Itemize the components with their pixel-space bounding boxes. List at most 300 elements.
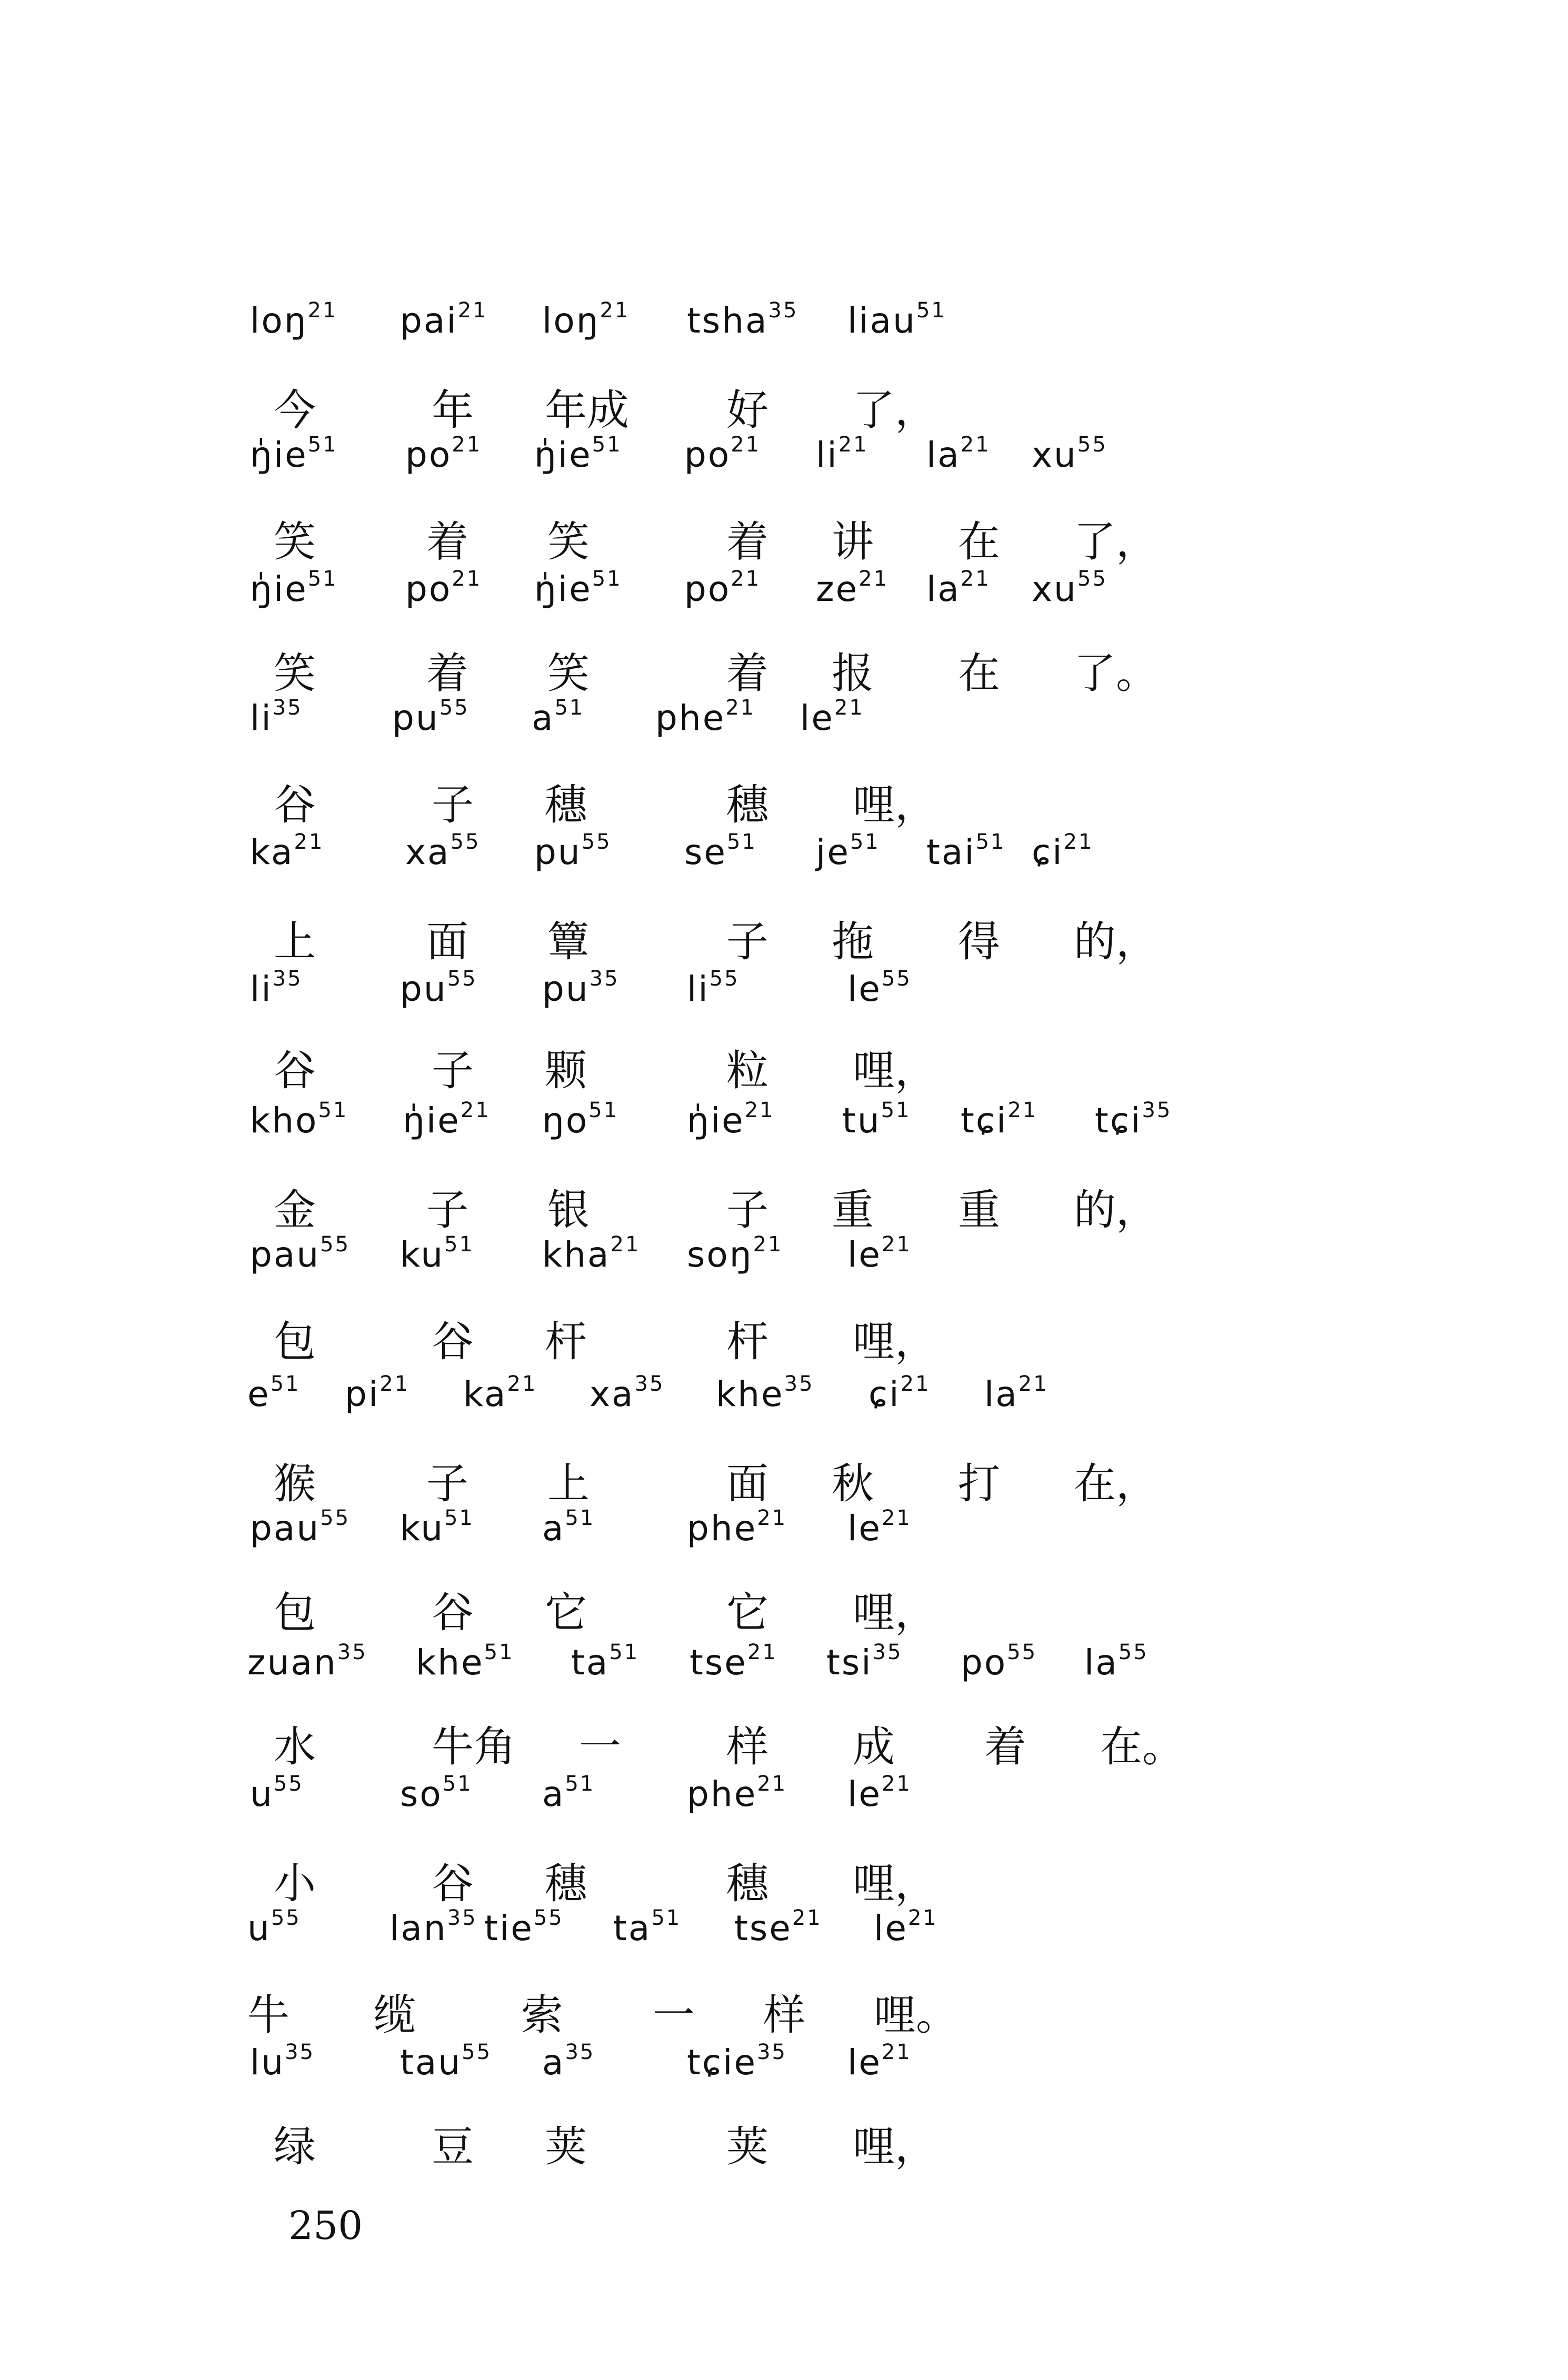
tone-number: 21 — [725, 696, 756, 720]
syllable — [250, 1229, 350, 1281]
syllable-base: la — [1084, 1642, 1118, 1683]
syllable — [684, 429, 761, 481]
syllable-base: tɕie — [687, 2042, 757, 2083]
gloss-word: 的， — [1074, 1186, 1158, 1234]
gloss-word: 笑 — [547, 517, 590, 566]
syllable-base: po — [961, 1642, 1007, 1683]
gloss-word: 子 — [426, 1186, 468, 1234]
gloss-word: 荚 — [726, 2122, 768, 2171]
tone-number: 21 — [858, 567, 889, 591]
gloss-word: 得 — [958, 917, 1000, 966]
syllable — [847, 295, 946, 347]
gloss-word: 笑 — [274, 649, 316, 698]
gloss-word: 小 — [274, 1859, 316, 1908]
syllable-base: ka — [250, 832, 294, 872]
romanized-line — [0, 1502, 1568, 1555]
romanized-line — [0, 1229, 1568, 1281]
tone-number: 21 — [757, 1506, 787, 1530]
syllable-base: pau — [250, 1234, 321, 1275]
tone-number: 51 — [727, 830, 757, 854]
syllable-base: le — [847, 1234, 882, 1275]
syllable-base: ze — [816, 569, 859, 609]
tone-number: 55 — [881, 967, 912, 991]
gloss-word: 样 — [726, 1722, 768, 1771]
tone-number: 55 — [1077, 567, 1107, 591]
syllable — [542, 295, 630, 347]
hanzi-line — [0, 916, 1568, 968]
syllable-base: a — [532, 698, 555, 738]
syllable-base: po — [684, 435, 731, 475]
tone-number: 35 — [565, 2040, 595, 2064]
tone-number: 55 — [462, 2040, 492, 2064]
gloss-word: 好 — [726, 386, 768, 435]
tone-number: 55 — [320, 1232, 351, 1257]
syllable — [250, 826, 324, 879]
tone-number: 35 — [634, 1372, 665, 1396]
tone-number: 21 — [881, 1506, 912, 1530]
syllable — [847, 1229, 912, 1281]
syllable-base: phe — [655, 698, 726, 738]
syllable — [687, 1094, 775, 1147]
tone-number: 51 — [444, 1232, 474, 1257]
gloss-word: 着 — [726, 649, 768, 698]
tone-number: 55 — [533, 1906, 564, 1930]
hanzi-line — [0, 1315, 1568, 1368]
hanzi-line — [0, 779, 1568, 831]
syllable — [534, 429, 622, 481]
syllable — [250, 1768, 304, 1821]
gloss-word: 笑 — [547, 649, 590, 698]
syllable — [542, 1094, 618, 1147]
syllable — [926, 826, 1006, 879]
syllable-base: tɕi — [1095, 1100, 1142, 1141]
tone-number: 21 — [834, 696, 864, 720]
tone-number: 35 — [447, 1906, 477, 1930]
gloss-word: 笑 — [274, 517, 316, 566]
syllable — [392, 692, 470, 745]
romanized-line — [0, 1368, 1568, 1421]
gloss-word: 子 — [726, 1186, 768, 1234]
tone-number: 21 — [379, 1372, 410, 1396]
tone-number: 21 — [600, 298, 630, 323]
syllable-base: ŋo — [542, 1100, 589, 1141]
gloss-word: 子 — [726, 917, 768, 966]
syllable — [690, 1636, 777, 1689]
gloss-word: 成 — [853, 1722, 895, 1771]
syllable — [684, 826, 757, 879]
syllable — [400, 963, 477, 1016]
tone-number: 51 — [916, 298, 946, 323]
gloss-word: 在 — [958, 517, 1000, 566]
tone-number: 21 — [731, 567, 761, 591]
gloss-word: 上 — [547, 1459, 590, 1508]
gloss-word: 它 — [726, 1588, 768, 1637]
syllable-base: la — [984, 1374, 1018, 1414]
syllable — [532, 692, 584, 745]
syllable-base: ka — [463, 1374, 507, 1414]
syllable — [484, 1902, 564, 1955]
syllable-base: khe — [416, 1642, 484, 1683]
syllable — [542, 2036, 595, 2089]
gloss-word: 面 — [426, 917, 468, 966]
syllable-base: ɕi — [1032, 832, 1064, 872]
gloss-word: 簟 — [547, 917, 590, 966]
hanzi-line — [0, 2121, 1568, 2173]
syllable — [926, 563, 991, 616]
syllable-base: ŋ̍ie — [250, 435, 308, 475]
syllable-base: ta — [613, 1908, 652, 1949]
syllable — [655, 692, 755, 745]
gloss-word: 包 — [274, 1317, 316, 1366]
syllable — [800, 692, 864, 745]
tone-number: 51 — [651, 1906, 682, 1930]
tone-number: 55 — [1118, 1640, 1148, 1664]
syllable — [684, 563, 761, 616]
gloss-word: 哩， — [853, 2122, 937, 2171]
syllable-base: tɕi — [961, 1100, 1008, 1141]
gloss-word: 猴 — [274, 1459, 316, 1508]
syllable-base: tai — [926, 832, 976, 872]
syllable — [247, 1368, 301, 1421]
tone-number: 51 — [609, 1640, 640, 1664]
syllable — [687, 2036, 787, 2089]
syllable-base: li — [250, 698, 273, 738]
tone-number: 51 — [565, 1772, 595, 1796]
syllable — [250, 692, 303, 745]
syllable — [542, 1229, 640, 1281]
gloss-word: 谷 — [274, 1046, 316, 1095]
syllable-base: tie — [484, 1908, 534, 1949]
tone-number: 51 — [975, 830, 1006, 854]
syllable — [416, 1636, 514, 1689]
gloss-word: 缆 — [374, 1991, 416, 2040]
syllable-base: a — [542, 1774, 565, 1814]
syllable — [345, 1368, 410, 1421]
tone-number: 51 — [444, 1506, 474, 1530]
syllable-base: phe — [687, 1774, 757, 1814]
tone-number: 21 — [457, 298, 488, 323]
syllable — [842, 1094, 911, 1147]
gloss-word: 重 — [832, 1186, 874, 1234]
syllable-base: le — [874, 1908, 908, 1949]
syllable — [247, 1636, 367, 1689]
syllable — [400, 1502, 474, 1555]
tone-number: 21 — [881, 2040, 912, 2064]
romanized-line — [0, 963, 1568, 1016]
syllable-base: la — [926, 435, 961, 475]
syllable — [687, 1229, 783, 1281]
gloss-word: 重 — [958, 1186, 1000, 1234]
syllable-base: le — [847, 1508, 882, 1549]
syllable — [405, 563, 482, 616]
syllable-base: a — [542, 2042, 565, 2083]
syllable-base: soŋ — [687, 1234, 753, 1275]
tone-number: 21 — [452, 567, 482, 591]
syllable — [571, 1636, 639, 1689]
tone-number: 21 — [1007, 1098, 1038, 1122]
syllable — [847, 1502, 912, 1555]
syllable-base: le — [847, 1774, 882, 1814]
syllable-base: pi — [345, 1374, 380, 1414]
syllable — [847, 1768, 912, 1821]
syllable — [400, 1229, 474, 1281]
gloss-word: 荚 — [545, 2122, 587, 2171]
tone-number: 51 — [588, 1098, 619, 1122]
gloss-word: 在。 — [1100, 1722, 1184, 1771]
syllable-base: lan — [389, 1908, 447, 1949]
syllable — [961, 1636, 1037, 1689]
syllable — [400, 1768, 473, 1821]
gloss-word: 绿 — [274, 2122, 316, 2171]
gloss-word: 杆 — [726, 1317, 768, 1366]
syllable — [463, 1368, 537, 1421]
gloss-word: 穗 — [545, 1859, 587, 1908]
syllable — [247, 1902, 301, 1955]
syllable-base: loŋ — [542, 300, 600, 341]
gloss-word: 哩， — [853, 1317, 937, 1366]
tone-number: 21 — [731, 433, 761, 457]
tone-number: 55 — [273, 1772, 304, 1796]
gloss-word: 了， — [853, 386, 937, 435]
tone-number: 35 — [337, 1640, 367, 1664]
syllable — [534, 563, 622, 616]
syllable-base: pu — [542, 969, 590, 1009]
syllable-base: zuan — [247, 1642, 337, 1683]
gloss-word: 着 — [426, 649, 468, 698]
syllable — [400, 2036, 492, 2089]
gloss-word: 年成 — [545, 386, 629, 435]
syllable-base: li — [250, 969, 273, 1009]
gloss-word: 谷 — [274, 780, 316, 829]
gloss-word: 豆 — [432, 2122, 474, 2171]
syllable — [405, 429, 482, 481]
syllable — [403, 1094, 491, 1147]
gloss-word: 穗 — [545, 780, 587, 829]
tone-number: 21 — [452, 433, 482, 457]
gloss-word: 上 — [274, 917, 316, 966]
gloss-word: 的， — [1074, 917, 1158, 966]
syllable-base: phe — [687, 1508, 757, 1549]
syllable-base: xu — [1032, 435, 1077, 475]
tone-number: 21 — [792, 1906, 822, 1930]
gloss-word: 讲 — [832, 517, 874, 566]
gloss-word: 颗 — [545, 1046, 587, 1095]
tone-number: 21 — [507, 1372, 537, 1396]
tone-number: 21 — [881, 1772, 912, 1796]
tone-number: 21 — [460, 1098, 491, 1122]
tone-number: 21 — [747, 1640, 777, 1664]
romanized-line — [0, 429, 1568, 481]
tone-number: 35 — [285, 2040, 315, 2064]
syllable-base: pai — [400, 300, 458, 341]
syllable-base: se — [684, 832, 727, 872]
syllable-base: li — [816, 435, 838, 475]
gloss-word: 子 — [432, 1046, 474, 1095]
tone-number: 51 — [442, 1772, 473, 1796]
syllable — [847, 2036, 912, 2089]
gloss-word: 哩， — [853, 1588, 937, 1637]
syllable-base: u — [250, 1774, 274, 1814]
romanized-line — [0, 692, 1568, 745]
gloss-word: 着 — [726, 517, 768, 566]
gloss-word: 它 — [545, 1588, 587, 1637]
gloss-word: 哩， — [853, 1859, 937, 1908]
syllable — [250, 2036, 315, 2089]
syllable — [400, 295, 488, 347]
tone-number: 35 — [1142, 1098, 1172, 1122]
syllable — [734, 1902, 822, 1955]
syllable-base: so — [400, 1774, 443, 1814]
tone-number: 55 — [447, 967, 477, 991]
syllable-base: kho — [250, 1100, 318, 1141]
hanzi-line — [0, 1721, 1568, 1773]
syllable-base: ta — [571, 1642, 610, 1683]
romanized-line — [0, 295, 1568, 347]
syllable — [250, 1502, 350, 1555]
gloss-word: 着 — [426, 517, 468, 566]
syllable — [868, 1368, 931, 1421]
syllable — [542, 1768, 595, 1821]
romanized-line — [0, 1768, 1568, 1821]
tone-number: 51 — [565, 1506, 595, 1530]
syllable-base: tau — [400, 2042, 462, 2083]
syllable — [984, 1368, 1048, 1421]
syllable — [687, 295, 798, 347]
syllable — [874, 1902, 938, 1955]
gloss-word: 索 — [521, 1991, 563, 2040]
syllable-base: kha — [542, 1234, 611, 1275]
tone-number: 51 — [270, 1372, 301, 1396]
tone-number: 21 — [907, 1906, 938, 1930]
syllable — [1032, 826, 1094, 879]
gloss-word: 面 — [726, 1459, 768, 1508]
syllable-base: li — [687, 969, 710, 1009]
gloss-word: 金 — [274, 1186, 316, 1234]
gloss-word: 报 — [832, 649, 874, 698]
tone-number: 35 — [784, 1372, 814, 1396]
tone-number: 21 — [900, 1372, 931, 1396]
gloss-word: 年 — [432, 386, 474, 435]
gloss-word: 水 — [274, 1722, 316, 1771]
syllable-base: e — [247, 1374, 271, 1414]
tone-number: 35 — [872, 1640, 903, 1664]
gloss-word: 在， — [1074, 1459, 1158, 1508]
gloss-word: 牛 — [247, 1991, 289, 2040]
syllable — [250, 563, 338, 616]
tone-number: 51 — [592, 567, 622, 591]
syllable — [613, 1902, 681, 1955]
gloss-word: 粒 — [726, 1046, 768, 1095]
syllable-base: ŋ̍ie — [687, 1100, 745, 1141]
tone-number: 21 — [307, 298, 338, 323]
gloss-word: 穗 — [726, 780, 768, 829]
syllable-base: po — [684, 569, 731, 609]
tone-number: 55 — [320, 1506, 351, 1530]
tone-number: 21 — [1018, 1372, 1048, 1396]
gloss-word: 包 — [274, 1588, 316, 1637]
syllable — [542, 1502, 595, 1555]
syllable-base: tsi — [826, 1642, 873, 1683]
gloss-word: 打 — [958, 1459, 1000, 1508]
tone-number: 35 — [757, 2040, 787, 2064]
syllable — [534, 826, 612, 879]
syllable — [1084, 1636, 1148, 1689]
gloss-word: 杆 — [545, 1317, 587, 1366]
syllable-base: la — [926, 569, 961, 609]
gloss-word: 一 — [653, 1991, 695, 2040]
syllable — [250, 295, 337, 347]
tone-number: 35 — [589, 967, 620, 991]
gloss-word: 了。 — [1074, 649, 1158, 698]
tone-number: 35 — [272, 696, 303, 720]
hanzi-line — [0, 1586, 1568, 1639]
tone-number: 35 — [272, 967, 303, 991]
syllable-base: tse — [690, 1642, 747, 1683]
syllable — [590, 1368, 664, 1421]
gloss-word: 哩。 — [874, 1991, 958, 2040]
syllable-base: ŋ̍ie — [250, 569, 308, 609]
syllable — [1032, 429, 1107, 481]
page-number: 250 — [288, 2203, 363, 2248]
syllable-base: liau — [847, 300, 916, 341]
syllable-base: tu — [842, 1100, 881, 1141]
gloss-word: 谷 — [432, 1588, 474, 1637]
gloss-word: 牛角 — [432, 1722, 516, 1771]
syllable — [926, 429, 991, 481]
tone-number: 51 — [307, 567, 338, 591]
syllable-base: a — [542, 1508, 565, 1549]
syllable — [816, 826, 880, 879]
tone-number: 51 — [554, 696, 585, 720]
gloss-word: 子 — [432, 780, 474, 829]
syllable-base: xa — [590, 1374, 635, 1414]
tone-number: 21 — [753, 1232, 783, 1257]
tone-number: 21 — [744, 1098, 775, 1122]
tone-number: 51 — [307, 433, 338, 457]
tone-number: 35 — [768, 298, 798, 323]
tone-number: 55 — [1077, 433, 1107, 457]
syllable-base: pau — [250, 1508, 321, 1549]
gloss-word: 在 — [958, 649, 1000, 698]
syllable — [687, 1502, 787, 1555]
syllable-base: loŋ — [250, 300, 308, 341]
syllable-base: ŋ̍ie — [534, 569, 592, 609]
syllable-base: po — [405, 569, 452, 609]
hanzi-line — [0, 1989, 1568, 2042]
syllable-base: pu — [392, 698, 440, 738]
syllable-base: le — [800, 698, 834, 738]
syllable-base: khe — [716, 1374, 784, 1414]
tone-number: 55 — [439, 696, 470, 720]
syllable-base: tse — [734, 1908, 792, 1949]
syllable-base: ku — [400, 1234, 445, 1275]
tone-number: 21 — [960, 567, 991, 591]
syllable — [687, 963, 740, 1016]
tone-number: 21 — [838, 433, 868, 457]
syllable-base: ɕi — [868, 1374, 901, 1414]
tone-number: 21 — [881, 1232, 912, 1257]
tone-number: 21 — [1063, 830, 1094, 854]
gloss-word: 哩， — [853, 1046, 937, 1095]
gloss-word: 今 — [274, 386, 316, 435]
gloss-word: 样 — [763, 1991, 805, 2040]
syllable — [389, 1902, 477, 1955]
tone-number: 51 — [318, 1098, 348, 1122]
syllable-base: pu — [400, 969, 447, 1009]
syllable — [250, 963, 303, 1016]
romanized-line — [0, 826, 1568, 879]
syllable — [687, 1768, 787, 1821]
